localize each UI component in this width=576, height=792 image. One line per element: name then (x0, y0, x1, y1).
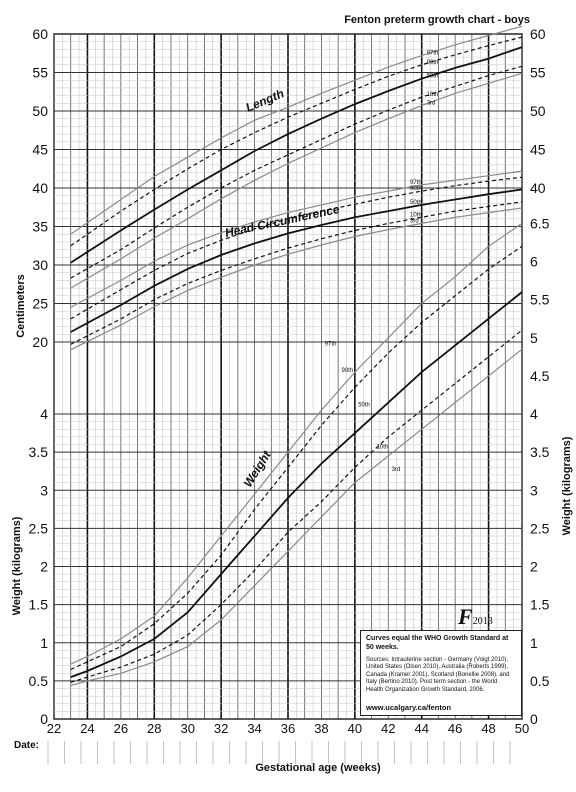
head-circumference-percentile-label: 50th (410, 199, 422, 206)
info-box (360, 630, 522, 716)
y-tick-label-kg: 2.5 (28, 520, 48, 537)
y-tick-label-kg-right: 6.5 (530, 215, 550, 232)
x-tick-label: 42 (381, 721, 396, 736)
date-label: Date: (14, 740, 40, 751)
length-percentile-label: 90th (426, 59, 439, 66)
weight-curve-label: Weight (240, 448, 274, 490)
info-sources: Sources: Intrauterine section - Germany (Voigt 2010), United States (Olsen 2010), Australia (Roberts 1999), Canada (Kramer 2001), Scotland (Bonellie 2008), and Italy (Bertino 2010). Post term section - the World Health Organization Growth Standard, 2006. (366, 656, 510, 693)
weight-percentile-label: 97th (324, 341, 337, 348)
chart-grid (54, 34, 522, 719)
x-tick-label: 36 (280, 721, 296, 736)
y-axis-label-weight-right: Weight (kilograms) (561, 436, 573, 536)
y-tick-label-cm: 20 (32, 334, 48, 350)
y-tick-label-kg: 3 (40, 482, 48, 499)
y-tick-label-kg: 4 (40, 406, 48, 422)
length-percentile-label: 50th (426, 73, 439, 80)
y-tick-label-cm-right: 55 (530, 64, 546, 81)
y-tick-label-cm: 50 (32, 103, 48, 119)
weight-percentile-label: 3rd (391, 467, 401, 474)
y-tick-label-kg-right: 1.5 (530, 596, 550, 613)
y-tick-label-cm: 45 (32, 141, 48, 158)
chart-title: Fenton preterm growth chart - boys (344, 14, 530, 26)
y-tick-label-kg-right: 2.5 (530, 520, 550, 537)
y-tick-label-cm: 25 (32, 295, 48, 312)
logo-year: 2013 (472, 616, 493, 627)
x-tick-label: 46 (447, 721, 463, 736)
x-tick-label: 48 (481, 721, 496, 736)
x-tick-label: 26 (113, 721, 129, 736)
weight-percentile-label: 90th (341, 368, 354, 375)
y-tick-label-kg-right: 1 (530, 634, 538, 651)
y-tick-label-kg-right: 3.5 (530, 444, 550, 461)
length-percentile-label: 10th (426, 92, 439, 99)
x-tick-label: 30 (180, 721, 195, 736)
length-curve-label: Length (243, 86, 286, 115)
y-tick-label-kg-right: 6 (530, 253, 538, 270)
x-tick-label: 50 (514, 721, 530, 736)
y-tick-label-cm: 30 (32, 257, 48, 273)
x-tick-label: 38 (314, 721, 329, 736)
x-tick-label: 22 (46, 721, 62, 736)
y-tick-label-cm-right: 50 (530, 103, 546, 119)
y-tick-label-cm: 55 (32, 64, 48, 81)
x-tick-label: 44 (414, 721, 429, 736)
x-axis-label: Gestational age (weeks) (255, 762, 381, 774)
y-tick-label-kg-right: 0.5 (530, 672, 550, 689)
y-tick-label-kg: 1 (40, 634, 48, 651)
y-tick-label-cm: 60 (32, 26, 48, 42)
y-tick-label-cm-right: 45 (530, 141, 546, 158)
y-tick-label-kg-right: 5.5 (530, 291, 550, 308)
y-tick-label-kg: 3.5 (28, 444, 48, 461)
y-tick-label-kg-right: 0 (530, 711, 538, 727)
x-tick-label: 28 (147, 721, 162, 736)
y-tick-label-kg: 0.5 (28, 672, 48, 689)
head-circumference-percentile-label: 3rd (410, 218, 419, 225)
y-tick-label-kg-right: 4.5 (530, 367, 550, 384)
head-circumference-percentile-label: 97th (410, 179, 422, 186)
length-percentile-label: 3rd (426, 100, 436, 107)
y-tick-label-kg: 0 (40, 711, 48, 727)
y-tick-label-kg: 2 (40, 558, 48, 575)
x-tick-label: 34 (247, 721, 262, 736)
y-tick-label-kg-right: 4 (530, 406, 538, 422)
y-tick-label-kg-right: 2 (530, 558, 538, 575)
head-circumference-curve-label: Head Circumference (223, 201, 341, 240)
info-url[interactable]: www.ucalgary.ca/fenton (366, 702, 452, 712)
weight-percentile-label: 50th (358, 402, 370, 409)
head-circumference-percentile-label: 90th (410, 186, 422, 193)
y-axis-label-centimeters: Centimeters (15, 274, 27, 338)
weight-percentile-label: 10th (376, 444, 389, 451)
x-tick-label: 40 (347, 721, 363, 736)
info-who-note: Curves equal the WHO Growth Standard at 50 weeks. (366, 635, 509, 651)
y-tick-label-cm-right: 40 (530, 180, 546, 196)
y-tick-label-cm-right: 60 (530, 26, 546, 42)
fenton-logo (458, 604, 493, 630)
y-axis-label-weight-left: Weight (kilograms) (11, 516, 23, 616)
x-tick-label: 32 (213, 721, 229, 736)
logo-letter: F (458, 604, 473, 629)
y-tick-label-cm: 35 (32, 218, 48, 235)
y-tick-label-cm: 40 (32, 180, 48, 196)
x-tick-label: 24 (80, 721, 95, 736)
head-circumference-percentile-label: 10th (410, 212, 422, 219)
y-tick-label-kg-right: 3 (530, 482, 538, 499)
y-tick-label-kg-right: 5 (530, 329, 538, 346)
length-percentile-label: 97th (426, 50, 439, 57)
y-tick-label-kg: 1.5 (28, 596, 48, 613)
